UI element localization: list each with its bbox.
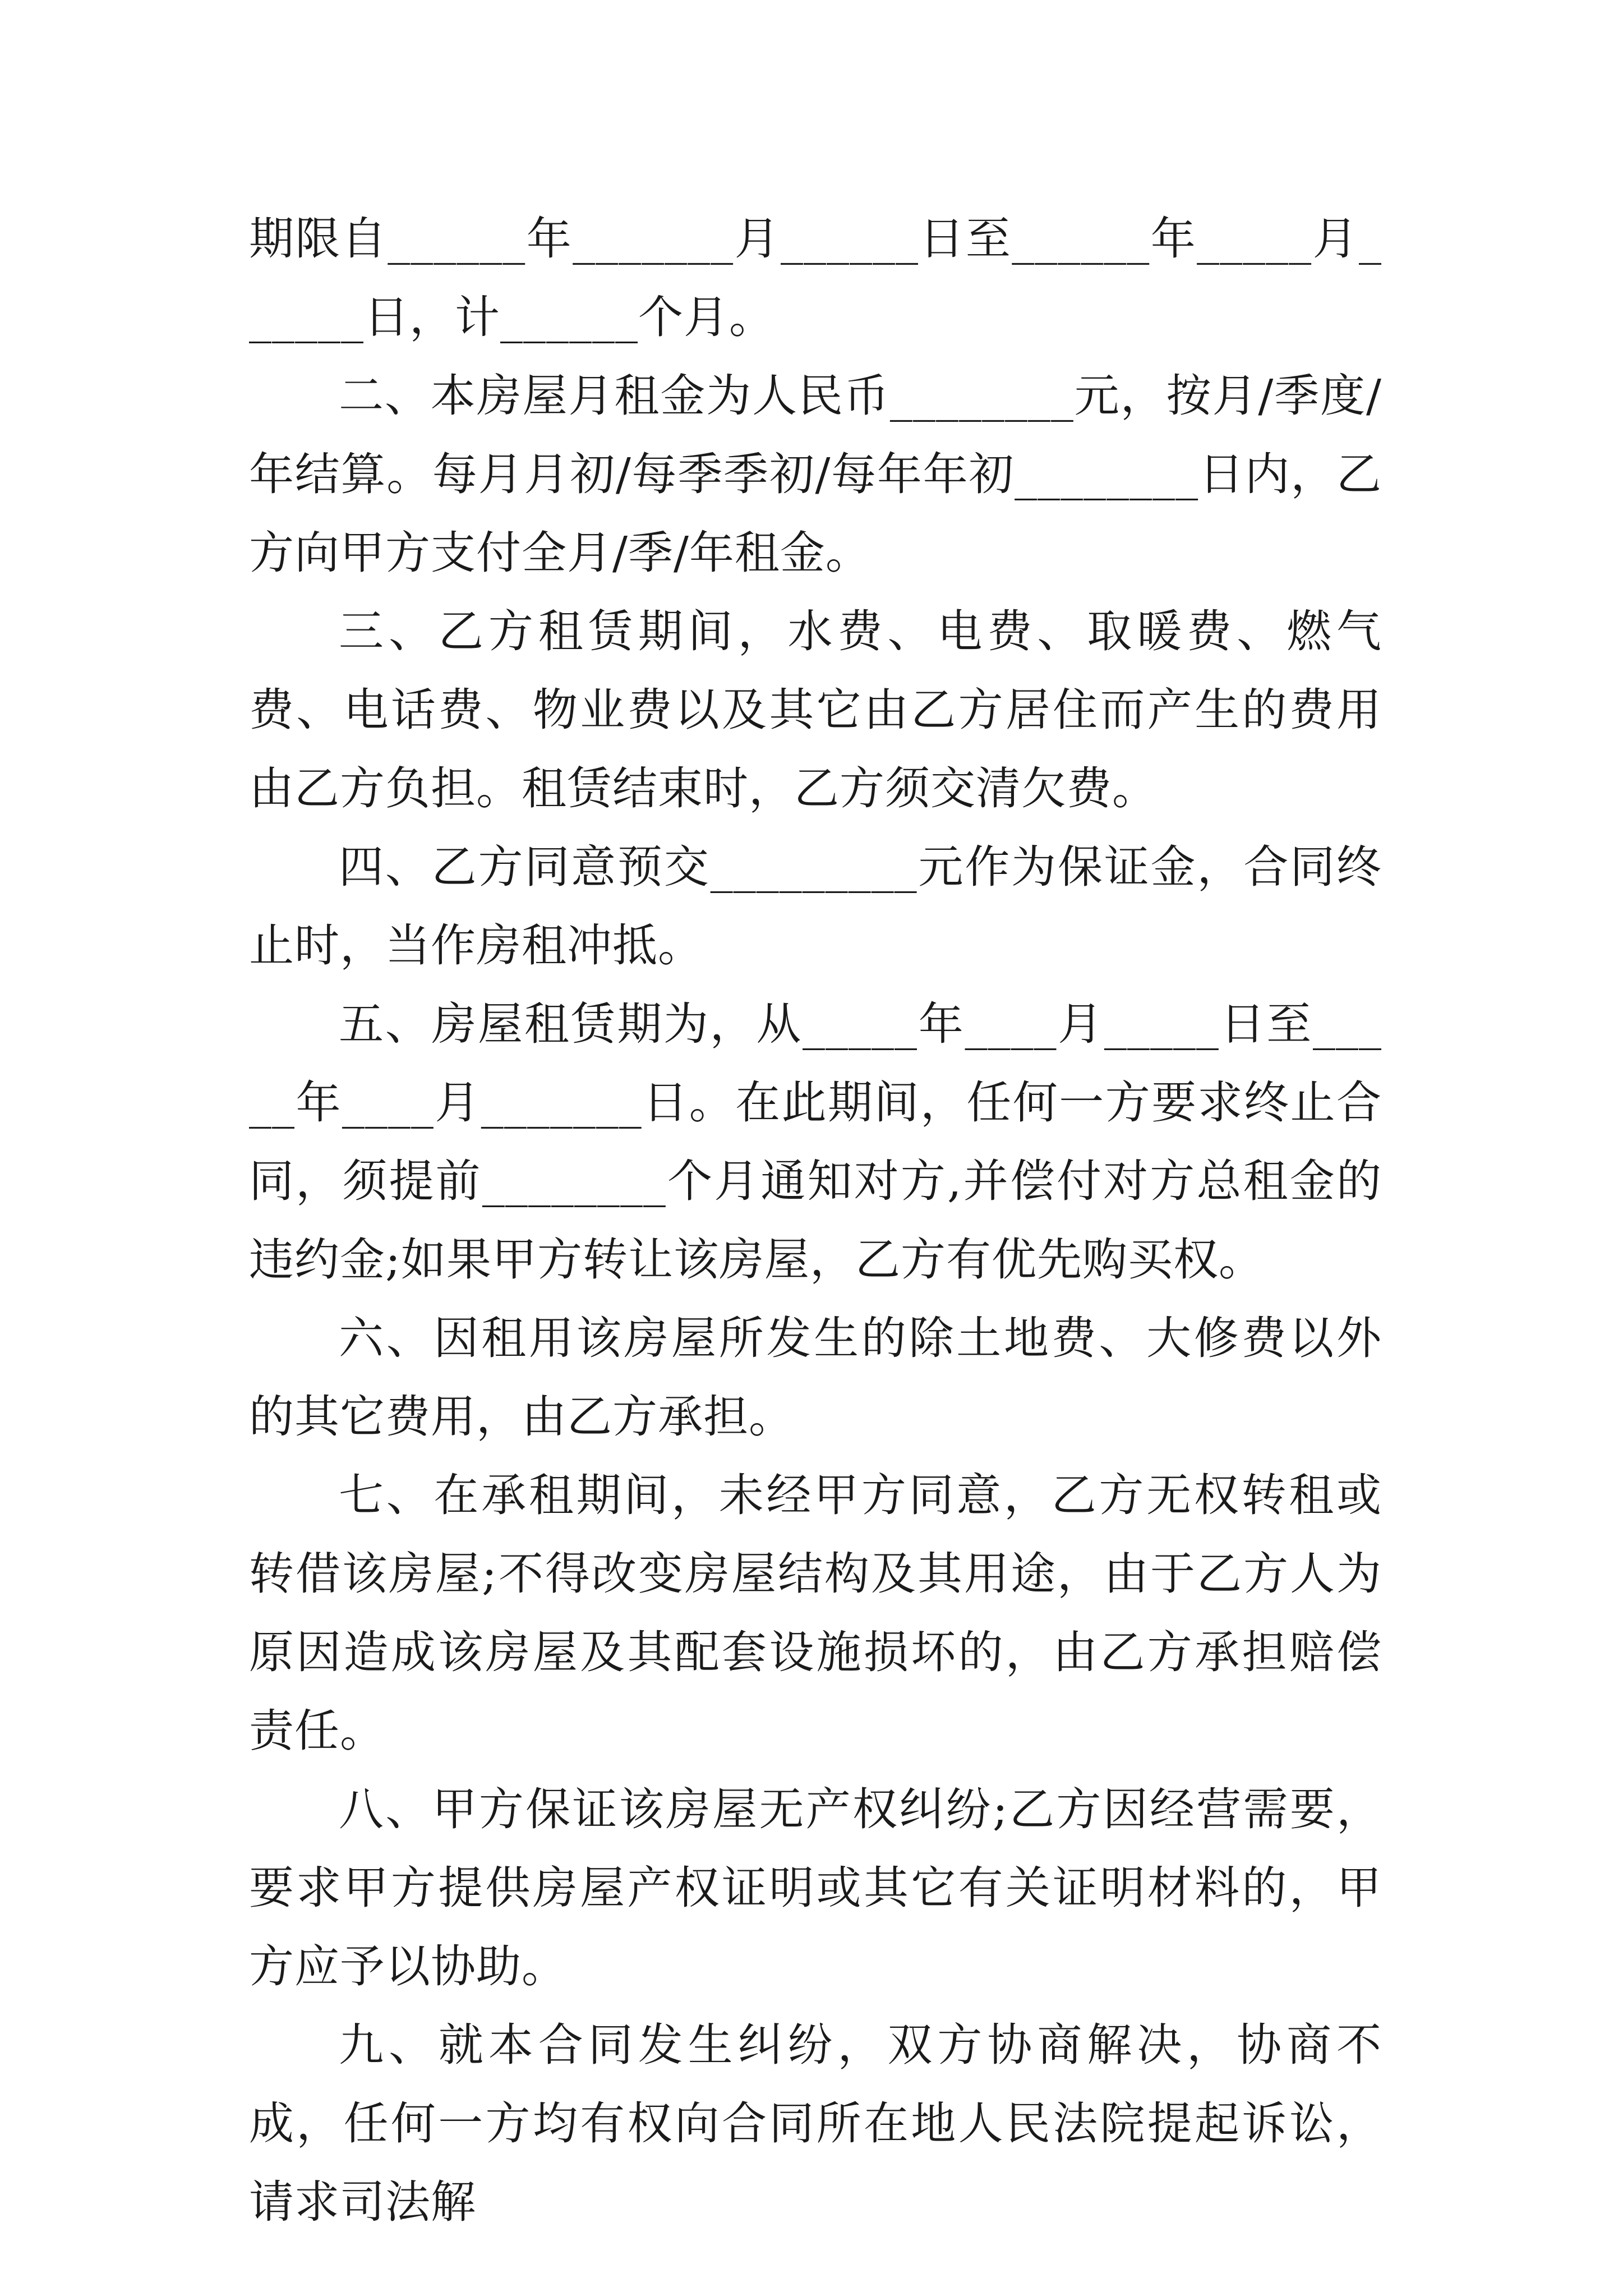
paragraph-clause-2-rent: 二、本房屋月租金为人民币________元，按月/季度/年结算。每月月初/每季季初/每年年初________日内，乙方向甲方支付全月/季/年租金。	[249, 370, 1382, 579]
paragraph-clause-9-disputes: 九、就本合同发生纠纷，双方协商解决，协商不成，任何一方均有权向合同所在地人民法院提起诉讼，请求司法解	[249, 2019, 1382, 2228]
paragraph-term-period: 期限自______年_______月______日至______年_____月______日，计______个月。	[249, 213, 1382, 343]
contract-body	[249, 200, 1382, 2242]
paragraph-clause-8-title: 八、甲方保证该房屋无产权纠纷;乙方因经营需要，要求甲方提供房屋产权证明或其它有关证明材料的，甲方应予以协助。	[249, 1783, 1382, 1993]
paragraph-clause-3-fees: 三、乙方租赁期间，水费、电费、取暖费、燃气费、电话费、物业费以及其它由乙方居住而产生的费用由乙方负担。租赁结束时，乙方须交清欠费。	[249, 605, 1382, 815]
paragraph-clause-4-deposit: 四、乙方同意预交_________元作为保证金，合同终止时，当作房租冲抵。	[249, 841, 1382, 972]
paragraph-clause-5-lease-term: 五、房屋租赁期为，从_____年____月_____日至_____年____月_______日。在此期间，任何一方要求终止合同，须提前________个月通知对方,并偿付对方总租金的违约金;如果甲方转让该房屋，乙方有优先购买权。	[249, 998, 1382, 1286]
paragraph-clause-7-sublease: 七、在承租期间，未经甲方同意，乙方无权转租或转借该房屋;不得改变房屋结构及其用途，由于乙方人为原因造成该房屋及其配套设施损坏的，由乙方承担赔偿责任。	[249, 1469, 1382, 1757]
paragraph-clause-6-costs: 六、因租用该房屋所发生的除土地费、大修费以外的其它费用，由乙方承担。	[249, 1312, 1382, 1443]
